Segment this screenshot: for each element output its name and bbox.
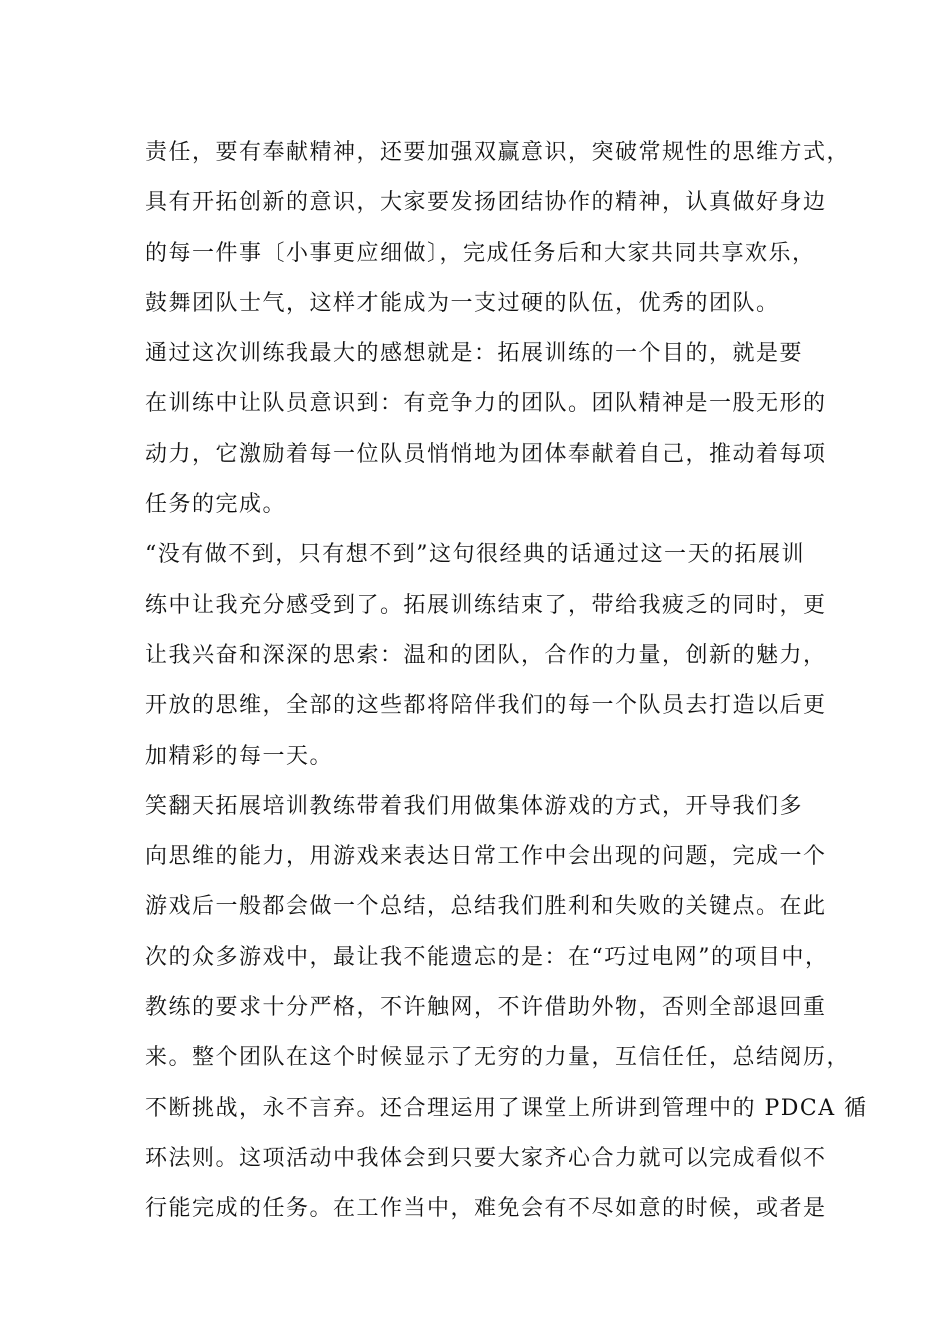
text-line: “没有做不到，只有想不到”这句很经典的话通过这一天的拓展训	[145, 542, 805, 568]
text-line: 动力，它激励着每一位队员悄悄地为团体奉献着自己，推动着每项	[145, 441, 827, 467]
text-line: 加精彩的每一天。	[145, 743, 334, 769]
text-line: 任务的完成。	[145, 492, 287, 518]
text-line: 练中让我充分感受到了。拓展训练结束了，带给我疲乏的同时，更	[145, 592, 827, 618]
text-line: 笑翻天拓展培训教练带着我们用做集体游戏的方式，开导我们多	[145, 793, 804, 819]
text-line: 不断挑战，永不言弃。还合理运用了课堂上所讲到管理中的 PDCA 循	[145, 1095, 868, 1121]
text-line: 行能完成的任务。在工作当中，难免会有不尽如意的时候，或者是	[145, 1196, 827, 1222]
text-line: 开放的思维，全部的这些都将陪伴我们的每一个队员去打造以后更	[145, 693, 827, 719]
document-body-text	[145, 128, 868, 1235]
text-line: 在训练中让队员意识到：有竞争力的团队。团队精神是一股无形的	[145, 391, 827, 417]
text-line: 让我兴奋和深深的思索：温和的团队，合作的力量，创新的魅力，	[145, 642, 827, 668]
text-line: 环法则。这项活动中我体会到只要大家齐心合力就可以完成看似不	[145, 1145, 827, 1171]
text-line: 来。整个团队在这个时候显示了无穷的力量，互信任任，总结阅历，	[145, 1045, 851, 1071]
text-line: 责任，要有奉献精神，还要加强双赢意识，突破常规性的思维方式，	[145, 140, 851, 165]
text-line: 教练的要求十分严格，不许触网，不许借助外物，否则全部退回重	[145, 995, 827, 1021]
text-line: 具有开拓创新的意识，大家要发扬团结协作的精神，认真做好身边	[145, 190, 827, 216]
text-line: 游戏后一般都会做一个总结，总结我们胜利和失败的关键点。在此	[145, 894, 827, 920]
text-line: 鼓舞团队士气，这样才能成为一支过硬的队伍，优秀的团队。	[145, 290, 780, 316]
text-line: 通过这次训练我最大的感想就是：拓展训练的一个目的，就是要	[145, 341, 804, 367]
text-line: 的每一件事〔小事更应细做〕，完成任务后和大家共同共享欢乐，	[145, 240, 816, 266]
text-line: 向思维的能力，用游戏来表达日常工作中会出现的问题，完成一个	[145, 844, 827, 870]
text-line: 次的众多游戏中，最让我不能遗忘的是：在“巧过电网”的项目中，	[145, 944, 829, 970]
